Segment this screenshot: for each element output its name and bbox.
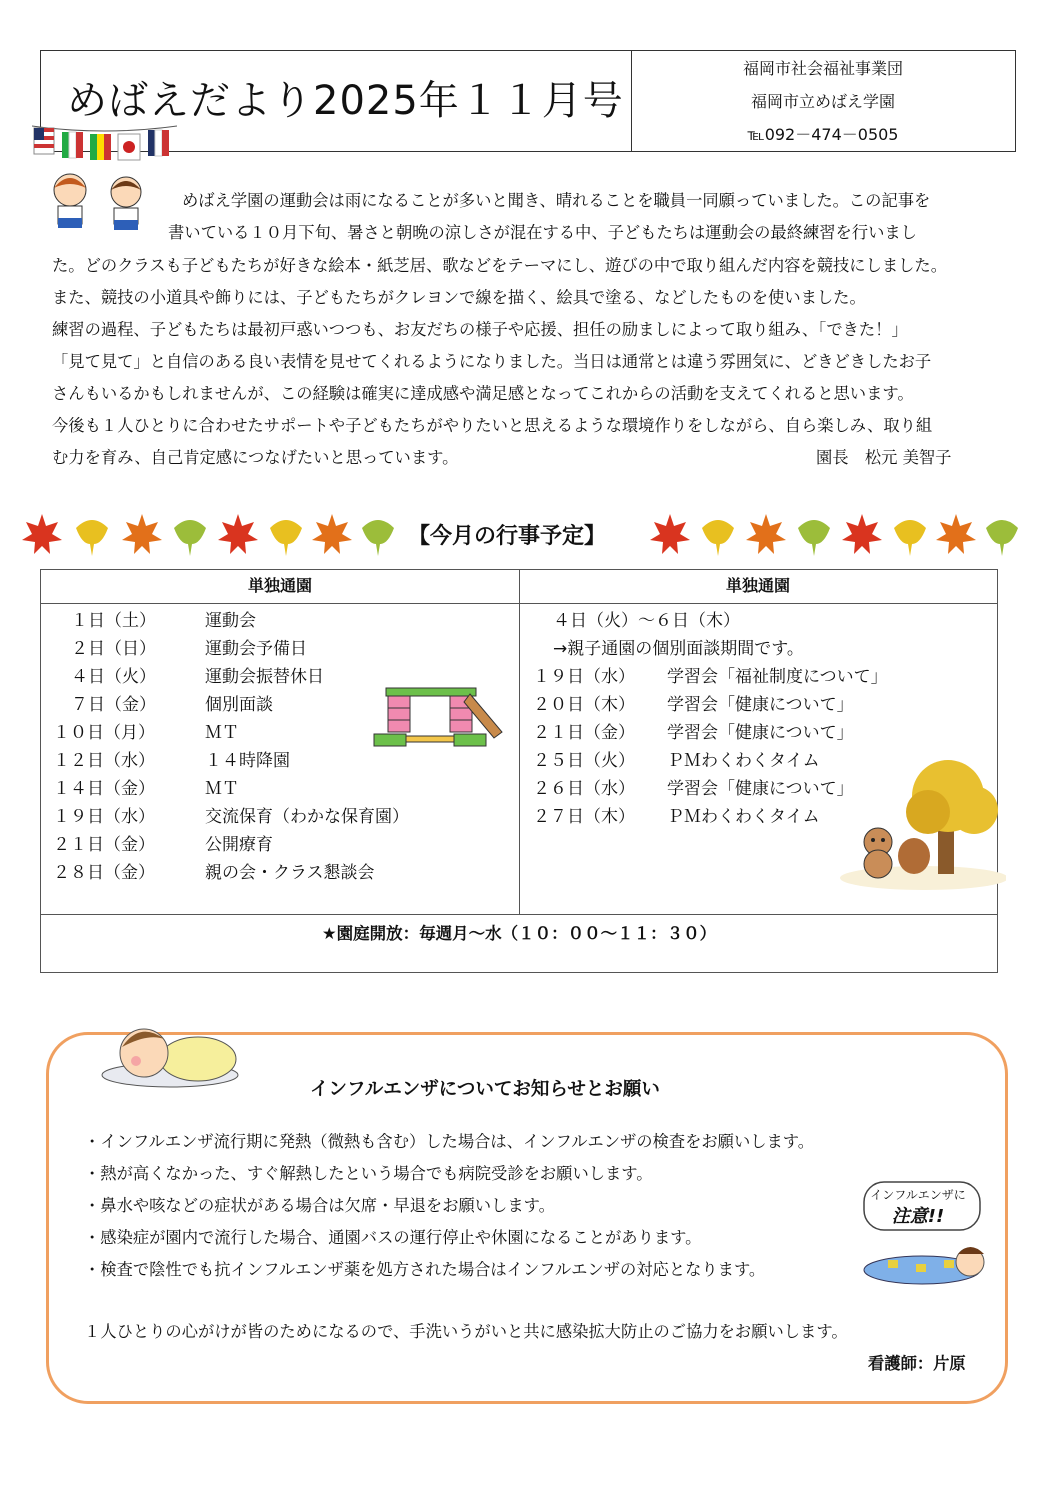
flu-item: ・感染症が園内で流行した場合、通園バスの運行停止や休園になることがあります。 (84, 1228, 702, 1247)
period-line: ４日（火）～６日（木） (553, 611, 740, 631)
autumn-leaves-icon (22, 510, 402, 558)
event-row: １０日（月） ＭＴ (53, 723, 239, 743)
intro-line: さんもいるかもしれませんが、この経験は確実に達成感や満足感となってこれからの活動を支えてくれると思います。 (52, 384, 914, 403)
event-row: ２日（日） 運動会予備日 (71, 639, 307, 659)
intro-line: また、競技の小道具や飾りには、子どもたちがクレヨンで線を描く、絵具で塗る、などしたものを使いました。 (52, 288, 866, 307)
event-row: ２５日（火） ＰＭわくわくタイム (533, 751, 820, 771)
event-row: ４日（火） 運動会振替休日 (71, 667, 324, 687)
event-row: ２８日（金） 親の会・クラス懇談会 (53, 863, 375, 883)
flu-warning-illustration (860, 1180, 990, 1286)
flags-bunting-icon (32, 122, 177, 162)
autumn-tree-squirrel-icon (838, 752, 1006, 892)
intro-line: む力を育み、自己肯定感につなげたいと思っています。 (52, 448, 459, 467)
flu-item: ・鼻水や咳などの症状がある場合は欠席・早退をお願いします。 (84, 1196, 555, 1215)
sticker-line1: インフルエンザに (870, 1188, 966, 1202)
organization-info (631, 51, 1015, 151)
principal-signature: 園長 松元 美智子 (816, 448, 952, 467)
sticker-line2: 注意!! (891, 1206, 945, 1227)
running-kids-icon (40, 168, 160, 240)
table-footer-divider (41, 914, 997, 915)
period-note: →親子通園の個別面談期間です。 (553, 639, 804, 659)
autumn-leaves-icon (650, 510, 1030, 558)
event-row: ２７日（木） ＰＭわくわくタイム (533, 807, 820, 827)
intro-line: 「見て見て」と自信のある良い表情を見せてくれるようになりました。当日は通常とは違う雰囲気に、どきどきしたお子 (52, 352, 932, 371)
flu-item: ・検査で陰性でも抗インフルエンザ薬を処方された場合はインフルエンザの対応となります。 (84, 1260, 766, 1279)
column-divider (519, 570, 520, 914)
event-row: ２１日（金） 学習会「健康について」 (533, 723, 854, 743)
school-name: 福岡市立めばえ学園 (750, 92, 895, 111)
event-row: １日（土） 運動会 (71, 611, 256, 631)
event-row: １９日（水） 学習会「福祉制度について」 (533, 667, 888, 687)
event-row: ２１日（金） 公開療育 (53, 835, 273, 855)
flu-title: インフルエンザについてお知らせとお願い (310, 1079, 660, 1100)
intro-line: 今後も１人ひとりに合わせたサポートや子どもたちがやりたいと思えるような環境作りをしながら、自ら楽しみ、取り組 (52, 416, 933, 435)
flu-item: ・熱が高くなかった、すぐ解熱したという場合でも病院受診をお願いします。 (84, 1164, 653, 1183)
intro-line: た。どのクラスも子どもたちが好きな絵本・紙芝居、歌などをテーマにし、遊びの中で取り組んだ内容を競技にしました。 (52, 256, 947, 275)
flu-item: ・インフルエンザ流行期に発熱（微熱も含む）した場合は、インフルエンザの検査をお願いします。 (84, 1132, 815, 1151)
event-row: １２日（水） １４時降園 (53, 751, 290, 771)
open-garden-info: ★園庭開放：毎週月～水（１０：００～１１：３０） (321, 924, 717, 943)
event-row: ２６日（水） 学習会「健康について」 (533, 779, 854, 799)
header (40, 50, 1016, 152)
intro-line: 書いている１０月下旬、暑さと朝晩の涼しさが混在する中、子どもたちは運動会の最終練習を行いまし (168, 223, 917, 242)
event-row: １９日（水） 交流保育（わかな保育園） (53, 807, 409, 827)
org-name: 福岡市社会福祉事業団 (742, 59, 903, 78)
nurse-signature: 看護師：片原 (868, 1354, 966, 1373)
play-blocks-icon (370, 682, 510, 758)
events-heading: 【今月の行事予定】 (408, 524, 607, 549)
right-column-header: 単独通園 (519, 570, 997, 604)
intro-line: 練習の過程、子どもたちは最初戸惑いつつも、お友だちの様子や応援、担任の励ましによって取り組み、「できた！」 (52, 320, 908, 339)
newsletter-title: めばえだより2025年１１月号 (67, 78, 624, 124)
flu-closing: １人ひとりの心がけが皆のためになるので、手洗いうがいと共に感染拡大防止のご協力をお願いします。 (84, 1322, 848, 1341)
sleeping-child-icon (100, 1015, 240, 1089)
event-row: ２０日（木） 学習会「健康について」 (533, 695, 854, 715)
phone-number: ℡092－474－0505 (747, 125, 899, 144)
intro-line: めばえ学園の運動会は雨になることが多いと聞き、晴れることを職員一同願っていました。この記事を (182, 191, 931, 210)
event-row: ７日（金） 個別面談 (71, 695, 273, 715)
event-row: １４日（金） ＭＴ (53, 779, 239, 799)
left-column-header: 単独通園 (41, 570, 520, 604)
